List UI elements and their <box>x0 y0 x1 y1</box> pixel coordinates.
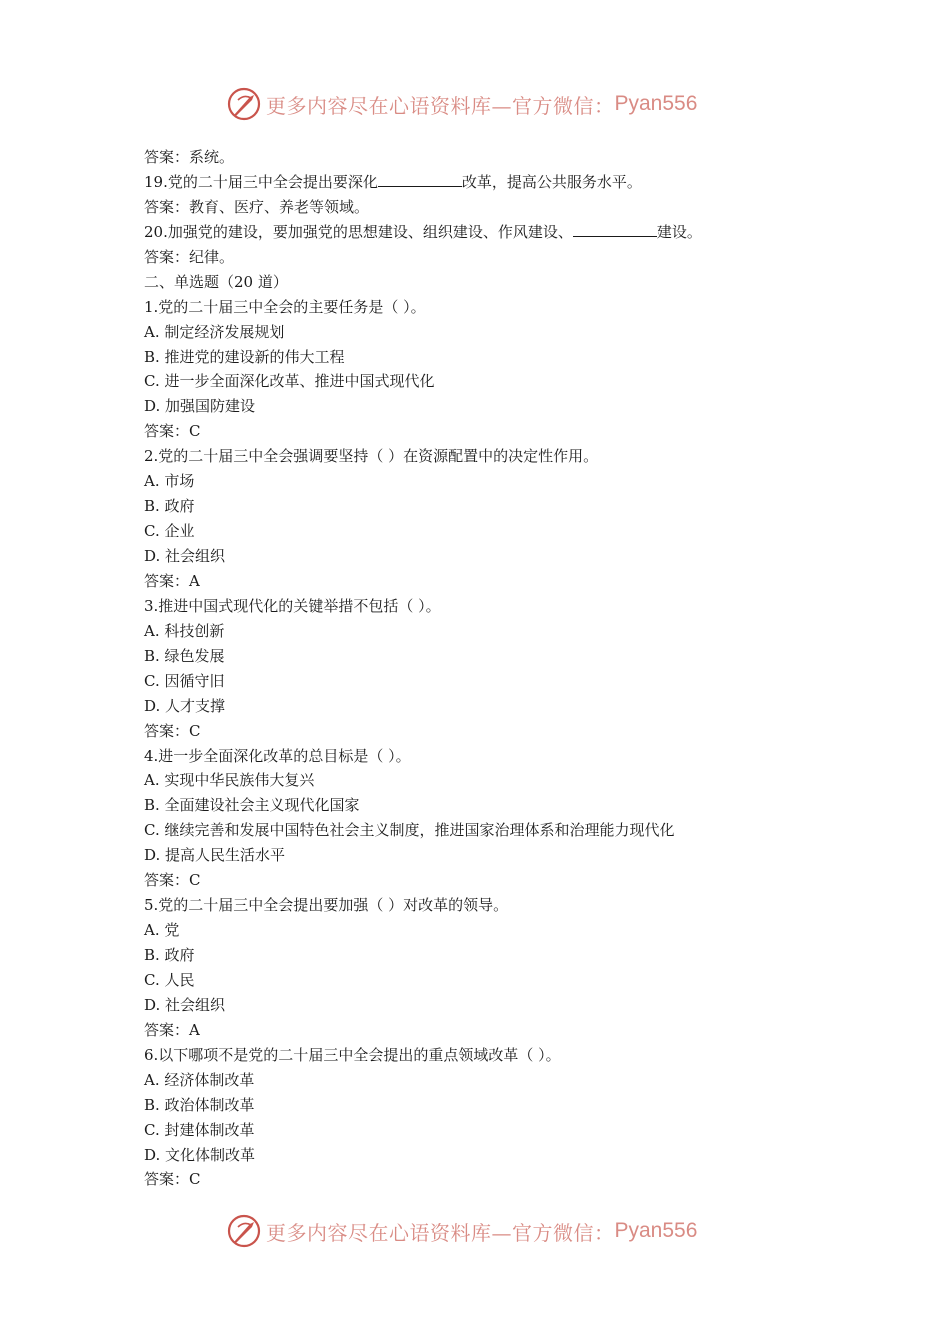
answer-line: 答案：C <box>144 871 201 890</box>
question-stem: 2.党的二十届三中全会强调要坚持（ ）在资源配置中的决定性作用。 <box>144 447 599 466</box>
answer-line: 答案：教育、医疗、养老等领域。 <box>144 197 370 216</box>
blank-line <box>573 221 657 237</box>
option-d: D. 人才支撑 <box>144 696 226 715</box>
option-b: B. 政治体制改革 <box>144 1095 255 1114</box>
option-a: A. 制定经济发展规划 <box>144 322 285 341</box>
option-a: A. 党 <box>144 921 180 940</box>
answer-line: 答案：C <box>144 1170 201 1189</box>
option-d: D. 提高人民生活水平 <box>144 846 286 865</box>
watermark-text: 更多内容尽在心语资料库—官方微信： <box>266 93 615 118</box>
fill-in-question <box>144 220 864 245</box>
option-d: D. 文化体制改革 <box>144 1145 256 1164</box>
pen-logo-icon <box>226 86 262 122</box>
fill-in-question <box>144 170 864 195</box>
option-a: A. 实现中华民族伟大复兴 <box>144 771 315 790</box>
option-a: A. 科技创新 <box>144 621 225 640</box>
footer-watermark <box>226 1211 726 1251</box>
option-a: A. 市场 <box>144 472 195 491</box>
answer-line: 答案：C <box>144 721 201 740</box>
pen-logo-icon <box>226 1213 262 1249</box>
option-b: B. 政府 <box>144 946 195 964</box>
watermark-wechat-id: Pyan556 <box>614 92 698 115</box>
question-text: 19.党的二十届三中全会提出要深化 <box>144 172 378 191</box>
question-text: 建设。 <box>656 222 702 241</box>
answer-line: 答案：系统。 <box>144 148 235 166</box>
option-a: A. 经济体制改革 <box>144 1070 255 1089</box>
option-b: B. 推进党的建设新的伟大工程 <box>144 347 345 366</box>
watermark-wechat-id: Pyan556 <box>614 1219 698 1242</box>
option-d: D. 社会组织 <box>144 995 226 1014</box>
question-text: 改革，提高公共服务水平。 <box>461 172 642 191</box>
option-c: C. 进一步全面深化改革、推进中国式现代化 <box>144 372 435 391</box>
question-text: 20.加强党的建设，要加强党的思想建设、组织建设、作风建设、 <box>144 222 573 241</box>
answer-line: 答案：纪律。 <box>144 247 235 266</box>
header-watermark <box>226 84 726 124</box>
option-c: C. 人民 <box>144 970 195 989</box>
watermark-text: 更多内容尽在心语资料库—官方微信： <box>266 1220 615 1245</box>
option-b: B. 绿色发展 <box>144 646 225 665</box>
question-stem: 1.党的二十届三中全会的主要任务是（ ）。 <box>144 297 426 316</box>
answer-line: 答案：A <box>144 1020 200 1039</box>
option-d: D. 加强国防建设 <box>144 397 256 416</box>
option-b: B. 全面建设社会主义现代化国家 <box>144 796 360 815</box>
option-b: B. 政府 <box>144 497 195 516</box>
option-d: D. 社会组织 <box>144 547 226 565</box>
answer-line: 答案：C <box>144 422 201 441</box>
document-body <box>144 145 864 1192</box>
answer-line: 答案：A <box>144 571 200 590</box>
option-c: C. 继续完善和发展中国特色社会主义制度，推进国家治理体系和治理能力现代化 <box>144 821 675 840</box>
question-stem: 3.推进中国式现代化的关键举措不包括（ ）。 <box>144 596 441 615</box>
question-stem: 4.进一步全面深化改革的总目标是（ ）。 <box>144 746 411 765</box>
question-stem: 6.以下哪项不是党的二十届三中全会提出的重点领域改革（ ）。 <box>144 1045 561 1064</box>
option-c: C. 因循守旧 <box>144 671 225 690</box>
question-stem: 5.党的二十届三中全会提出要加强（ ）对改革的领导。 <box>144 896 509 915</box>
option-c: C. 企业 <box>144 522 195 541</box>
option-c: C. 封建体制改革 <box>144 1120 255 1139</box>
section-title: 二、单选题（20 道） <box>144 272 288 291</box>
blank-line <box>378 171 462 187</box>
